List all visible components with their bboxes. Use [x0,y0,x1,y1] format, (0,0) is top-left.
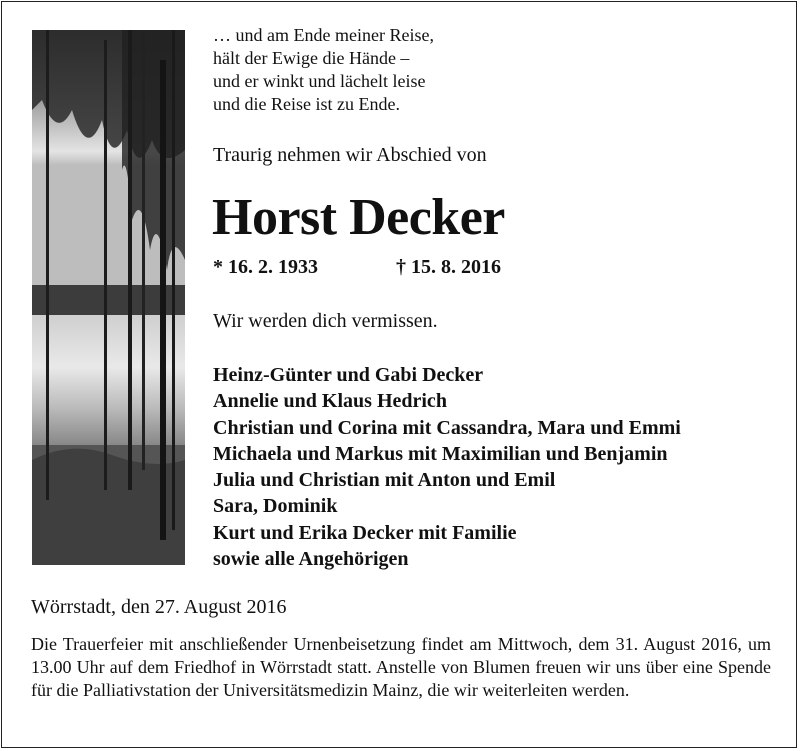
farewell-intro: Traurig nehmen wir Abschied von [213,144,487,166]
mourner-line: Kurt und Erika Decker mit Familie [213,521,517,544]
mourner-line: Annelie und Klaus Hedrich [213,390,447,413]
birth-date: * 16. 2. 1933 [213,256,318,278]
death-date: † 15. 8. 2016 [396,256,501,278]
mourner-line: sowie alle Angehörigen [213,548,409,571]
lake-birch-trees-photo [32,30,185,565]
life-dates [213,256,501,279]
miss-you-line: Wir werden dich vermissen. [213,310,438,332]
poem-line: … und am Ende meiner Reise, [213,25,434,45]
poem-line: hält der Ewige die Hände – [213,48,410,68]
funeral-notice-text: Die Trauerfeier mit anschließender Urnenbeisetzung findet am Mittwoch, dem 31. August 2016, um 13.00 Uhr auf dem Friedhof in Wörrstadt statt. Anstelle von Blumen freuen wir uns über eine Spende für die Palliativstation der Universitätsmedizin Mainz, die wir weiterleiten werden. [31,634,771,700]
mourner-line: Christian und Corina mit Cassandra, Mara und Emmi [213,416,681,439]
poem [213,24,434,116]
mourners-list [213,362,681,572]
deceased-name: Horst Decker [212,189,505,246]
mourner-line: Heinz-Günter und Gabi Decker [213,364,484,386]
poem-line: und die Reise ist zu Ende. [213,94,400,114]
mourner-line: Julia und Christian mit Anton und Emil [213,469,556,492]
place-and-date: Wörrstadt, den 27. August 2016 [31,596,287,618]
mourner-line: Michaela und Markus mit Maximilian und Benjamin [213,442,668,465]
poem-line: und er winkt und lächelt leise [213,71,426,91]
mourner-line: Sara, Dominik [213,495,338,518]
